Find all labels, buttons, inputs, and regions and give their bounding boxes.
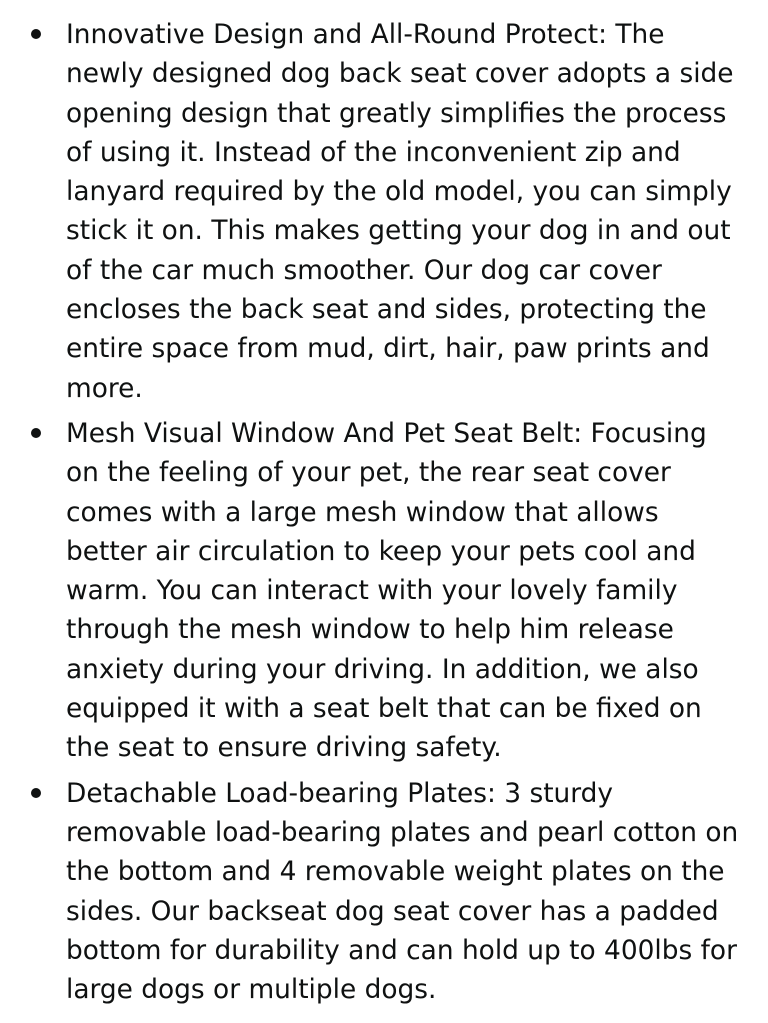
bullet-dot-icon [31,428,41,438]
bullet-text: Detachable Load-bearing Plates: 3 sturdy removable load-bearing plates and pearl cotton on the bottom and 4 removable weight plates on the sides. Our backseat dog seat cover has a padded bottom for durability and can hold up to 400lbs for large dogs or multiple dogs. [66,777,739,1006]
bullet-text: Innovative Design and All-Round Protect: The newly designed dog back seat cover adopts a side opening design that greatly simplifies the process of using it. Instead of the inconvenient zip and lanyard required by the old model, you can simply stick it on. This makes getting your dog in and out of the car much smoother. Our dog car cover encloses the back seat and sides, protecting the entire space from mud, dirt, hair, paw prints and more. [66,19,734,404]
bullet-dot-icon [31,788,41,798]
list-item [0,414,768,768]
bullet-dot-icon [31,29,41,39]
list-item [0,15,768,408]
bullet-text: Mesh Visual Window And Pet Seat Belt: Focusing on the feeling of your pet, the rear seat cover comes with a large mesh window that allows better air circulation to keep your pets cool and warm. You can interact with your lovely family through the mesh window to help him release anxiety during your driving. In addition, we also equipped it with a seat belt that can be fixed on the seat to ensure driving safety. [66,417,707,764]
feature-bullet-list [0,15,768,1009]
list-item [0,774,768,1010]
